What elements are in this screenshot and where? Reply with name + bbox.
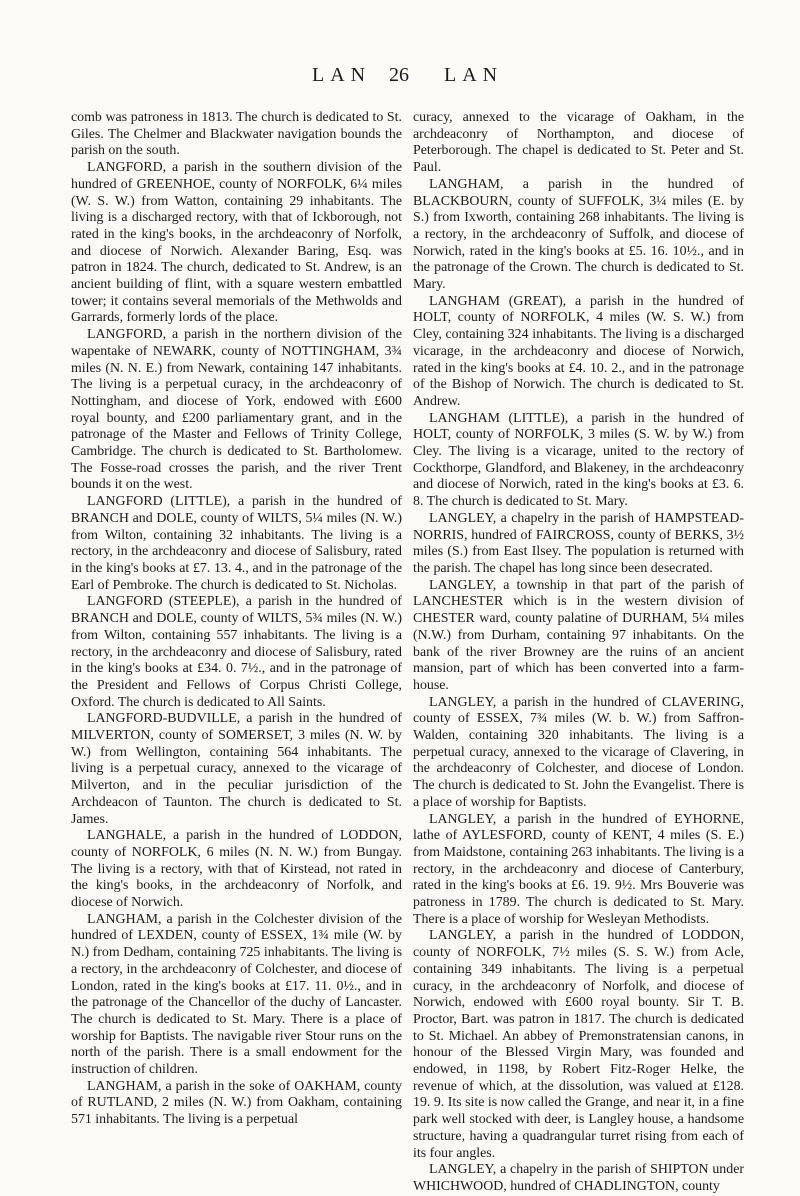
entry-langhale: LANGHALE, a parish in the hundred of LODDON, county of NORFOLK, 6 miles (N. N. W.) from Bungay. The living is a rectory, with that of Kirstead, not rated in the king's books, in the archdeaconry of Norfolk, and diocese of Norwich. <box>71 828 402 911</box>
entry-langley-berks: LANGLEY, a chapelry in the parish of HAMPSTEAD-NORRIS, hundred of FAIRCROSS, county of BERKS, 3½ miles (S.) from East Ilsey. The population is returned with the parish. The chapel has long since been desecrated. <box>413 510 744 576</box>
page-number: 26 <box>389 64 409 86</box>
entry-langham-little: LANGHAM (LITTLE), a parish in the hundred of HOLT, county of NORFOLK, 3 miles (S. W. by W.) from Cley. The living is a vicarage, united to the rectory of Cockthorpe, Glandford, and Blakeney, in the archdeaconry and diocese of Norwich, rated in the king's books at £3. 6. 8. The church is dedicated to St. Mary. <box>413 410 744 510</box>
entry-langford-budville: LANGFORD-BUDVILLE, a parish in the hundred of MILVERTON, county of SOMERSET, 3 miles (N. W. by W.) from Wellington, containing 564 inhabitants. The living is a perpetual curacy, annexed to the vicarage of Milverton, and in the peculiar jurisdiction of the Archdeacon of Taunton. The church is dedicated to St. James. <box>71 711 402 827</box>
entry-langley-durham: LANGLEY, a township in that part of the parish of LANCHESTER which is in the western division of CHESTER ward, county palatine of DURHAM, 5¼ miles (N.W.) from Durham, containing 97 inhabitants. On the bank of the river Browney are the ruins of an ancient mansion, part of which has been converted into a farm-house. <box>413 577 744 693</box>
entry-langham-essex: LANGHAM, a parish in the Colchester division of the hundred of LEXDEN, county of ESSEX, 1¾ mile (W. by N.) from Dedham, containing 725 inhabitants. The living is a rectory, in the archdeaconry of Colchester, and diocese of London, rated in the king's books at £17. 11. 0½., and in the patronage of the Chancellor of the duchy of Lancaster. The church is dedicated to St. Mary. There is a place of worship for Baptists. The navigable river Stour runs on the north of the parish. There is a small endowment for the instruction of children. <box>71 911 402 1078</box>
left-column <box>71 110 402 1129</box>
entry-langford-nottingham: LANGFORD, a parish in the northern division of the wapentake of NEWARK, county of NOTTINGHAM, 3¾ miles (N. N. E.) from Newark, containing 147 inhabitants. The living is a perpetual curacy, in the archdeaconry of Nottingham, and diocese of York, endowed with £600 royal bounty, and £200 parliamentary grant, and in the patronage of the Master and Fellows of Trinity College, Cambridge. The church is dedicated to St. Bartholomew. The Fosse-road crosses the parish, and the river Trent bounds it on the west. <box>71 327 402 493</box>
entry-langham-suffolk: LANGHAM, a parish in the hundred of BLACKBOURN, county of SUFFOLK, 3¼ miles (E. by S.) from Ixworth, containing 268 inhabitants. The living is a rectory, in the archdeaconry of Suffolk, and diocese of Norwich, rated in the king's books at £5. 16. 10½., and in the patronage of the Crown. The church is dedicated to St. Mary. <box>413 176 744 293</box>
header-left-word: LAN <box>312 64 372 86</box>
entry-continued: curacy, annexed to the vicarage of Oakham, in the archdeaconry of Northampton, and diocese of Peterborough. The chapel is dedicated to St. Peter and St. Paul. <box>413 110 744 176</box>
entry-langley-oxford: LANGLEY, a chapelry in the parish of SHIPTON under WHICHWOOD, hundred of CHADLINGTON, county <box>413 1162 744 1194</box>
entry-langley-norfolk: LANGLEY, a parish in the hundred of LODDON, county of NORFOLK, 7½ miles (S. S. W.) from Acle, containing 349 inhabitants. The living is a perpetual curacy, in the archdeaconry of Norfolk, and diocese of Norwich, endowed with £600 royal bounty. Sir T. B. Proctor, Bart. was patron in 1817. The church is dedicated to St. Michael. An abbey of Premonstratensian canons, in honour of the Blessed Virgin Mary, was founded and endowed, in 1198, by Robert Fitz-Roger Helke, the revenue of which, at the dissolution, was valued at £128. 19. 9. Its site is now called the Grange, and near it, in a fine park well stocked with deer, is Langley house, a handsome structure, having a quadrangular turret rising from each of its four angles. <box>413 928 744 1161</box>
entry-continued: comb was patroness in 1813. The church is dedicated to St. Giles. The Chelmer and Blackwater navigation bounds the parish on the south. <box>71 110 402 159</box>
entry-langford-norfolk: LANGFORD, a parish in the southern division of the hundred of GREENHOE, county of NORFOLK, 6¼ miles (W. S. W.) from Watton, containing 29 inhabitants. The living is a discharged rectory, with that of Ickborough, not rated in the king's books, in the archdeaconry of Norfolk, and diocese of Norwich. Alexander Baring, Esq. was patron in 1824. The church, dedicated to St. Andrew, is an ancient building of flint, with a square western embattled tower; it contains several memorials of the Methwolds and Garrards, formerly lords of the place. <box>71 160 402 326</box>
header-right-word: LAN <box>444 64 504 86</box>
entry-langford-little: LANGFORD (LITTLE), a parish in the hundred of BRANCH and DOLE, county of WILTS, 5¼ miles (N. W.) from Wilton, containing 32 inhabitants. The living is a rectory, in the archdeaconry and diocese of Salisbury, rated in the king's books at £7. 13. 4., and in the patronage of the Earl of Pembroke. The church is dedicated to St. Nicholas. <box>71 494 402 593</box>
right-column <box>413 110 744 1196</box>
running-header <box>0 64 800 94</box>
entry-langley-kent: LANGLEY, a parish in the hundred of EYHORNE, lathe of AYLESFORD, county of KENT, 4 miles (S. E.) from Maidstone, containing 263 inhabitants. The living is a rectory, in the archdeaconry and diocese of Canterbury, rated in the king's books at £6. 19. 9½. Mrs Bouverie was patroness in 1789. The church is dedicated to St. Mary. There is a place of worship for Wesleyan Methodists. <box>413 811 744 927</box>
entry-langley-essex: LANGLEY, a parish in the hundred of CLAVERING, county of ESSEX, 7¾ miles (W. b. W.) from Saffron-Walden, containing 320 inhabitants. The living is a perpetual curacy, annexed to the vicarage of Clavering, in the archdeaconry of Colchester, and diocese of London. The church is dedicated to St. John the Evangelist. There is a place of worship for Baptists. <box>413 694 744 810</box>
entry-langham-rutland: LANGHAM, a parish in the soke of OAKHAM, county of RUTLAND, 2 miles (N. W.) from Oakham, containing 571 inhabitants. The living is a perpetual <box>71 1078 402 1128</box>
entry-langham-great: LANGHAM (GREAT), a parish in the hundred of HOLT, county of NORFOLK, 4 miles (W. S. W.) from Cley, containing 324 inhabitants. The living is a discharged vicarage, in the archdeaconry and diocese of Norwich, rated in the king's books at £4. 10. 2., and in the patronage of the Bishop of Norwich. The church is dedicated to St. Andrew. <box>413 293 744 409</box>
entry-langford-steeple: LANGFORD (STEEPLE), a parish in the hundred of BRANCH and DOLE, county of WILTS, 5¾ miles (N. W.) from Wilton, containing 557 inhabitants. The living is a rectory, in the archdeaconry and diocese of Salisbury, rated in the king's books at £34. 0. 7½., and in the patronage of the President and Fellows of Corpus Christi College, Oxford. The church is dedicated to All Saints. <box>71 594 402 710</box>
